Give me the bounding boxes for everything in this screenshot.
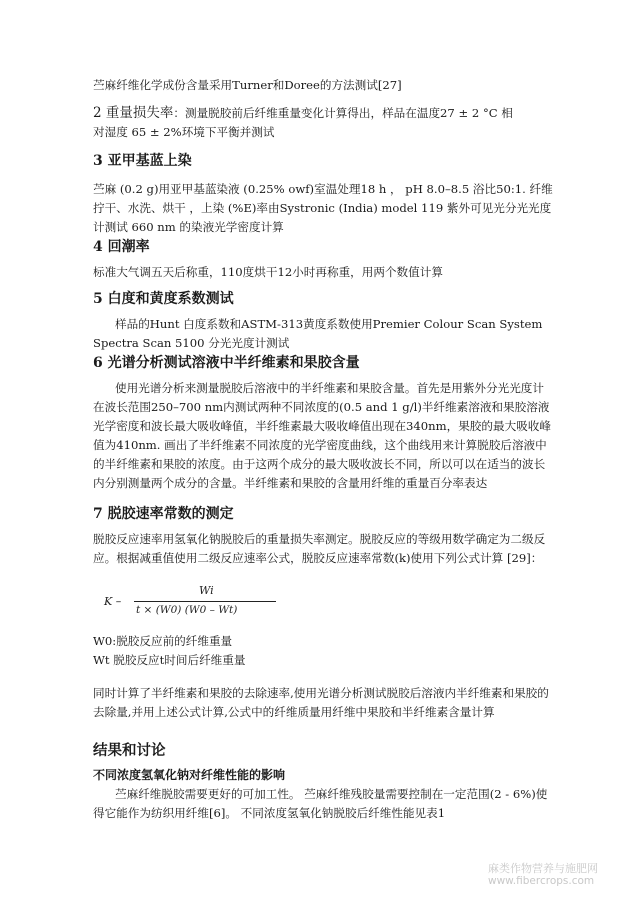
watermark-title: 麻类作物营养与施肥网	[488, 862, 598, 875]
section-7-text: 脱胶反应速率用氢氧化钠脱胶后的重量损失率测定。脱胶反应的等级用数学确定为二级反应。根据减重值使用二级反应速率公式，脱胶反应速率常数(k)使用下列公式计算 [29]：	[93, 532, 546, 565]
section-6-heading: 6 光谱分析测试溶液中半纤维素和果胶含量	[93, 355, 360, 371]
section-4-heading: 4 回潮率	[93, 239, 150, 255]
rate-constant-formula	[104, 584, 284, 624]
section-2-text-a: ：测量脱胶前后纤维重量变化计算得出，样品在温度27 ± 2 °C 相	[173, 106, 513, 120]
formula-denominator: t × (W0) (W0 – Wt)	[136, 604, 238, 616]
section-3-text: 苎麻 (0.2 g)用亚甲基蓝染液 (0.25% owf)室温处理18 h ， pH 8.0–8.5 浴比50:1. 纤维拧干、水洗、烘干 ，上染 (%E)率由Systronic (India) model 119 紫外可见光分光光度计测试 660 nm 的染液光学密度计算	[93, 182, 553, 234]
w0-definition: W0:脱胶反应前的纤维重量	[93, 634, 233, 648]
section-6-text: 使用光谱分析来测量脱胶后溶液中的半纤维素和果胶含量。首先是用紫外分光光度计在波长范围250–700 nm内测试两种不同浓度的(0.5 and 1 g/l)半纤维素溶液和果胶溶液光学密度和波长最大吸收峰值，半纤维素最大吸收峰值出现在340nm，果胶的最大吸收峰值为410nm. 画出了半纤维素不同浓度的光学密度曲线，这个曲线用来计算脱胶后溶液中的半纤维素和果胶的浓度。由于这两个成分的最大吸收波长不同，所以可以在适当的波长内分别测量两个成分的含量。半纤维素和果胶的含量用纤维的重量百分率表达	[93, 381, 551, 490]
naoh-subheading: 不同浓度氢氧化钠对纤维性能的影响	[93, 768, 286, 782]
formula-numerator: Wi	[199, 584, 214, 597]
simultaneous-calc-text: 同时计算了半纤维素和果胶的去除速率,使用光谱分析测试脱胶后溶液内半纤维素和果胶的去除量,并用上述公式计算,公式中的纤维质量用纤维中果胶和半纤维素含量计算	[93, 686, 549, 719]
formula-fraction-bar	[134, 601, 276, 602]
section-4-text: 标准大气调五天后称重，110度烘干12小时再称重，用两个数值计算	[93, 265, 443, 279]
watermark-url: www.fibercrops.com	[488, 875, 595, 887]
section-5-heading: 5 白度和黄度系数测试	[93, 291, 234, 307]
section-3-heading: 3 亚甲基蓝上染	[93, 153, 192, 169]
results-heading: 结果和讨论	[93, 743, 166, 759]
section-2-text-b: 对湿度 65 ± 2%环境下平衡并测试	[93, 125, 275, 139]
results-text: 苎麻纤维脱胶需要更好的可加工性。 苎麻纤维残胶量需要控制在一定范围(2 - 6%)使得它能作为纺织用纤维[6]。 不同浓度氢氧化钠脱胶后纤维性能见表1	[93, 787, 548, 820]
wt-definition: Wt 脱胶反应t时间后纤维重量	[93, 653, 246, 667]
section-7-heading: 7 脱胶速率常数的测定	[93, 506, 234, 522]
formula-lhs: K –	[104, 595, 122, 608]
section-5-text: 样品的Hunt 白度系数和ASTM-313黄度系数使用Premier Colour Scan System Spectra Scan 5100 分光光度计测试	[93, 317, 543, 350]
site-watermark	[488, 862, 638, 888]
section-2-paragraph	[93, 104, 553, 142]
section-2-heading: 2 重量损失率	[93, 105, 174, 121]
intro-paragraph: 苎麻纤维化学成份含量采用Turner和Doree的方法测试[27]	[93, 78, 402, 92]
